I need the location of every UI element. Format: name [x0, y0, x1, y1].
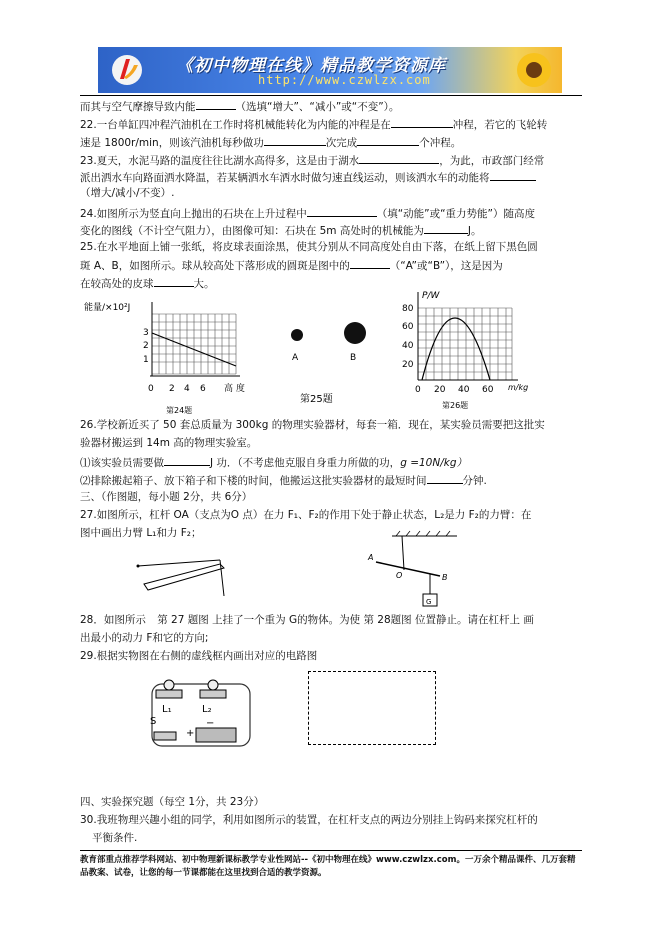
q24-text-3: 变化的图线（不计空气阻力），由图像可知：石块在 5m 高处时的机械能为 — [80, 225, 424, 237]
figure-28-lever — [362, 530, 472, 608]
fig26-xtick: 40 — [458, 385, 470, 395]
lamp-1-base — [156, 690, 182, 698]
fig26-xlabel: m/kg — [508, 383, 529, 392]
q23-text-2: ，为此，市政部门经常 — [439, 155, 545, 167]
q26-text-3: ⑴该实验员需要做 — [80, 457, 164, 469]
fig28-ceiling-hatch — [396, 531, 450, 536]
q23-text-3: 派出洒水车向路面洒水降温，若某辆洒水车洒水时做匀速直线运动，则该洒水车的动能将 — [80, 172, 490, 184]
q26-text-4: J 功．（不考虑他克服自身重力所做的功， — [210, 457, 401, 469]
q28-line-1 — [80, 614, 534, 627]
q23-line-3 — [80, 187, 174, 200]
q23-text: 23.夏天，水泥马路的温度往往比湖水高得多，这是由于湖水 — [80, 155, 360, 167]
fig25-caption: 第25题 — [300, 394, 333, 405]
q22-line-1 — [80, 117, 547, 132]
q25-text-3: （“A”或“B”），这是因为 — [389, 260, 503, 272]
answer-blank — [307, 206, 377, 217]
q26-line-4 — [80, 473, 487, 488]
switch-label: S — [150, 716, 157, 727]
q28-text-4: 出最小的动力 F和它的方向; — [80, 632, 209, 644]
fig26-caption: 第26题 — [442, 401, 469, 410]
figure-29-circuit — [140, 672, 270, 764]
q25-line-3 — [80, 276, 215, 291]
footer-text: 教育部重点推荐学科网站、初中物理新课标教学专业性网站--《初中物理在线》www.czwlzx.com。一万余个精品课件、几万套精品教案、试卷，让您的每一节课都能在这里找到合适的教学资源。 — [80, 855, 576, 878]
fig24-xlabel: 高 度 — [224, 384, 245, 394]
q29-line: 29.根据实物图在右侧的虚线框内画出对应的电路图 — [80, 650, 318, 662]
answer-blank — [196, 99, 236, 110]
fig28-caption: 第 28题图 — [363, 614, 412, 626]
fig24-xtick: 2 — [169, 384, 175, 394]
q28-text-3: 位置静止。请在杠杆上 画 — [414, 614, 534, 626]
q28-line-2 — [80, 632, 208, 645]
q26-line-3 — [80, 455, 467, 470]
fig27-pivot — [137, 565, 140, 568]
q30-text-2: 平衡条件. — [92, 832, 138, 844]
q24-line-2 — [80, 223, 481, 238]
spot-a — [291, 329, 303, 341]
q26-text-6: ⑵排除搬起箱子、放下箱子和下楼的时间，他搬运这批实验器材的最短时间 — [80, 475, 427, 487]
q22-line-2 — [80, 135, 461, 150]
q24-text-2: （填“动能”或“重力势能”）随高度 — [376, 208, 535, 220]
section-3-heading: 三、（作图题，每小题 2分，共 6分） — [80, 491, 253, 503]
spot-b — [344, 322, 366, 344]
q26-line-2 — [80, 437, 257, 450]
fig24-xtick: 6 — [200, 384, 206, 394]
fig26-power-curve — [422, 318, 490, 380]
q26-line-1 — [80, 419, 545, 432]
lamp-2-base — [200, 690, 226, 698]
fig26-ytick: 60 — [402, 322, 414, 332]
figure-25-spots — [280, 310, 400, 410]
switch-icon — [154, 732, 176, 740]
spot-b-label: B — [350, 353, 357, 363]
header-rule — [80, 95, 582, 96]
q24-text: 24.如图所示为竖直向上抛出的石块在上升过程中 — [80, 208, 307, 220]
q28-text-2: 上挂了一个重为 G的物体。为使 — [212, 614, 361, 626]
q25-text-4: 在较高处的皮球 — [80, 278, 154, 290]
q22-text: 22.一台单缸四冲程汽油机在工作时将机械能转化为内能的冲程是在 — [80, 119, 391, 131]
fig24-caption: 第24题 — [166, 406, 193, 415]
fig24-xtick: 0 — [148, 384, 154, 394]
q25-text: 25.在水平地面上铺一张纸，将皮球表面涂黑，使其分别从不同高度处自由下落，在纸上留下黑色圆 — [80, 241, 538, 253]
fig27-horizontal-force — [138, 560, 220, 566]
answer-blank — [359, 153, 439, 164]
q21-line — [80, 99, 399, 114]
site-logo-icon — [110, 53, 144, 87]
fig26-ytick: 40 — [402, 341, 414, 351]
q22-text-2: 冲程，若它的飞轮转 — [452, 119, 548, 131]
lamp-2-icon — [208, 680, 218, 690]
fig24-ytick: 1 — [143, 355, 149, 365]
answer-blank — [427, 473, 463, 484]
q30-line-2 — [92, 832, 137, 845]
q21-text-2: （选填“增大”、“减小”或“不变”）。 — [235, 101, 400, 113]
spot-a-label: A — [292, 353, 299, 363]
q22-text-3: 速是 1800r/min，则该汽油机每秒做功 — [80, 137, 264, 149]
fig28-label-o: O — [396, 571, 403, 580]
fig28-hanging-rope — [402, 536, 404, 570]
answer-blank — [154, 276, 194, 287]
banner-title: 《初中物理在线》精品教学资源库 — [176, 56, 446, 76]
q30-text: 30.我班物理兴趣小组的同学，利用如图所示的装置，在杠杆支点的两边分别挂上钩码来探究杠杆的 — [80, 814, 538, 826]
fig26-ytick: 20 — [402, 360, 414, 370]
answer-blank — [164, 455, 210, 466]
q25-line-2 — [80, 258, 503, 273]
footer-rule — [80, 850, 582, 851]
figure-24-graph — [80, 296, 260, 418]
lamp-2-label: L₂ — [202, 704, 212, 715]
q27-line-2 — [80, 527, 201, 540]
fig28-label-g: G — [426, 598, 432, 606]
section-4-heading: 四、实验探究题（每空 1分，共 23分） — [80, 796, 265, 808]
fig28-label-a: A — [368, 553, 374, 562]
q23-line-1 — [80, 153, 544, 168]
battery-minus-label: − — [206, 718, 215, 729]
q25-text-2: 斑 A、B，如图所示。球从较高处下落形成的圆斑是图中的 — [80, 260, 350, 272]
answer-blank — [424, 223, 468, 234]
q21-text: 而其与空气摩擦导致内能 — [80, 101, 196, 113]
answer-blank — [264, 135, 326, 146]
fig27-lever-arm — [144, 564, 224, 590]
fig24-ytick: 2 — [143, 341, 149, 351]
q25-line-1 — [80, 241, 538, 254]
battery-plus-label: + — [186, 728, 195, 739]
q26-text-2: 验器材搬运到 14m 高的物理实验室。 — [80, 437, 258, 449]
lamp-1-label: L₁ — [162, 704, 172, 715]
lamp-1-icon — [164, 680, 174, 690]
fig24-grid — [152, 314, 236, 374]
fig26-xtick: 60 — [482, 385, 494, 395]
q23-line-2 — [80, 170, 536, 185]
q26-text-5: g =10N/kg） — [400, 457, 467, 469]
fig26-xtick: 0 — [415, 385, 421, 395]
circuit-answer-box[interactable] — [308, 671, 436, 745]
figure-27-lever — [128, 554, 238, 604]
answer-blank — [350, 258, 390, 269]
q22-text-4: 次完成 — [325, 137, 358, 149]
q26-text-7: 分钟. — [462, 475, 487, 487]
fig24-ylabel: 能量/×10²J — [84, 303, 131, 313]
q22-text-5: 个冲程。 — [419, 137, 462, 149]
figure-26-graph — [400, 286, 550, 414]
q25-text-5: 大。 — [193, 278, 215, 290]
fig28-lever-bar — [376, 562, 440, 576]
q30-line-1 — [80, 814, 538, 827]
answer-blank — [490, 170, 536, 181]
fig24-ytick: 3 — [143, 328, 149, 338]
fig28-label-b: B — [442, 573, 448, 582]
q26-text: 26.学校新近买了 50 套总质量为 300kg 的物理实验器材，每套一箱．现在，某实验员需要把这批实 — [80, 419, 545, 431]
q27-line-1 — [80, 509, 531, 522]
fig26-xtick: 20 — [434, 385, 446, 395]
answer-blank — [357, 135, 419, 146]
fig24-xtick: 4 — [184, 384, 190, 394]
q24-line-1 — [80, 206, 535, 221]
answer-blank — [391, 117, 453, 128]
banner-url[interactable]: http://www.czwlzx.com — [258, 73, 431, 87]
q23-text-4: （增大/减小/不变）. — [80, 187, 175, 199]
fig27-caption: 第 27 题图 — [157, 614, 209, 626]
fig26-ytick: 80 — [402, 304, 414, 314]
fig26-grid — [418, 308, 512, 380]
q24-text-4: J。 — [467, 225, 482, 237]
q27-text-2: 图中画出力臂 L₁和力 F₂； — [80, 527, 202, 539]
battery-icon — [196, 728, 236, 742]
q28-text: 28．如图所示 — [80, 614, 146, 626]
fig26-ylabel: P/W — [422, 291, 440, 301]
q27-text: 27.如图所示，杠杆 OA（支点为O 点）在力 F₁、F₂的作用下处于静止状态，L₂是力 F₂的力臂：在 — [80, 509, 532, 521]
sunflower-icon — [512, 49, 556, 91]
header-banner — [98, 47, 562, 93]
